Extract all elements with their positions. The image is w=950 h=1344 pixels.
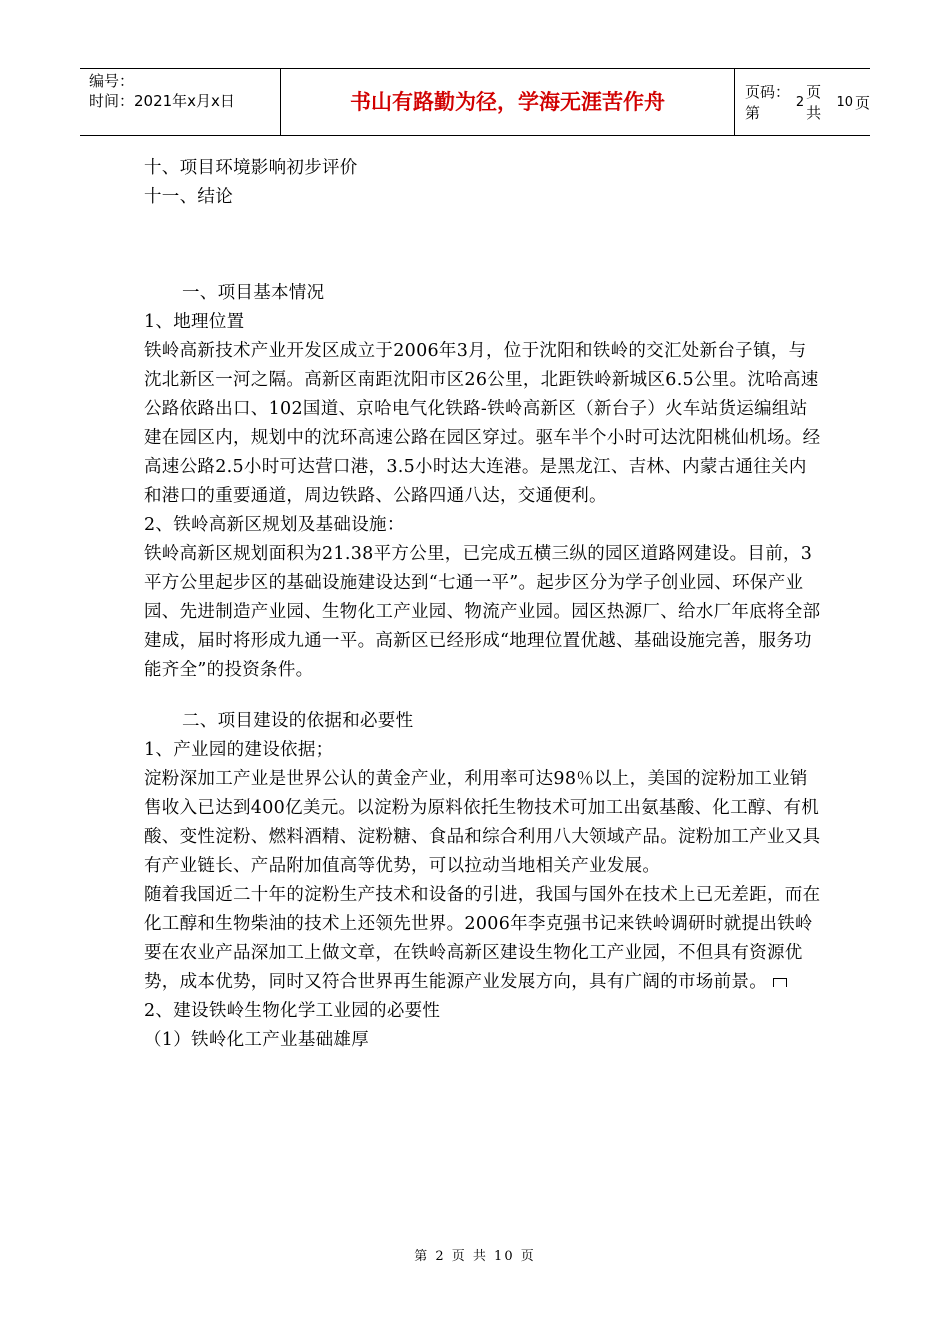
paragraph: 淀粉深加工产业是世界公认的黄金产业，利用率可达98％以上，美国的淀粉加工业销售收入已达到400亿美元。以淀粉为原料依托生物技术可加工出氨基酸、化工醇、有机酸、变性淀粉、燃料酒精、淀粉糖、食品和综合利用八大领域产品。淀粉加工产业又具有产业链长、产品附加值高等优势，可以拉动当地相关产业发展。 (144, 769, 821, 876)
subsection-title: 2、铁岭高新区规划及基础设施： (144, 515, 405, 535)
page-header (80, 68, 870, 136)
page-mid: 页 共 (806, 83, 822, 122)
paragraph: 铁岭高新区规划面积为21.38平方公里，已完成五横三纵的园区道路网建设。目前，3平方公里起步区的基础设施建设达到“七通一平”。起步区分为学子创业园、环保产业园、先进制造产业园、生物化工产业园、物流产业园。园区热源厂、给水厂年底将全部建成，届时将形成九通一平。高新区已经形成“地理位置优越、基础设施完善，服务功能齐全”的投资条件。 (144, 544, 821, 680)
paragraph (144, 881, 824, 997)
page-total: 10 (836, 94, 853, 110)
paragraph: 铁岭高新技术产业开发区成立于2006年3月，位于沈阳和铁岭的交汇处新台子镇，与沈北新区一河之隔。高新区南距沈阳市区26公里，北距铁岭新城区6.5公里。沈哈高速公路依路出口、102国道、京哈电气化铁路-铁岭高新区（新台子）火车站货运编组站建在园区内，规划中的沈环高速公路在园区穿过。驱车半个小时可达沈阳桃仙机场。经高速公路2.5小时可达营口港，3.5小时达大连港。是黑龙江、吉林、内蒙古通往关内和港口的重要通道，周边铁路、公路四通八达，交通便利。 (144, 341, 821, 506)
subsection-title: 1、产业园的建设依据； (144, 740, 334, 760)
page-number: 2 (795, 94, 805, 110)
section-heading: 一、项目基本情况 (182, 283, 325, 303)
code-label: 编号： (89, 72, 135, 90)
bracket-mark-icon (773, 978, 787, 987)
header-motto: 书山有路勤为径，学海无涯苦作舟 (281, 69, 735, 135)
subsection-title: 1、地理位置 (144, 312, 245, 332)
list-item: （1）铁岭化工产业基础雄厚 (144, 1030, 370, 1050)
page-footer: 第 2 页 共 10 页 (414, 1249, 536, 1264)
header-meta (80, 69, 281, 135)
section-heading: 二、项目建设的依据和必要性 (182, 711, 414, 731)
page-label: 页码：第 (745, 83, 791, 122)
subsection-title: 2、建设铁岭生物化学工业园的必要性 (144, 1001, 441, 1021)
header-page-info (735, 69, 870, 135)
paragraph-text: 随着我国近二十年的淀粉生产技术和设备的引进，我国与国外在技术上已无差距，而在化工醇和生物柴油的技术上还领先世界。2006年李克强书记来铁岭调研时就提出铁岭要在农业产品深加工上做文章，在铁岭高新区建设生物化工产业园，不但具有资源优势，成本优势，同时又符合世界再生能源产业发展方向，具有广阔的市场前景。 (144, 885, 821, 992)
document-body (144, 154, 824, 1055)
time-label: 时间：2021年x月x日 (89, 92, 235, 110)
page-end: 页 (854, 93, 870, 112)
toc-item: 十、项目环境影响初步评价 (144, 158, 358, 178)
toc-item: 十一、结论 (144, 187, 233, 207)
